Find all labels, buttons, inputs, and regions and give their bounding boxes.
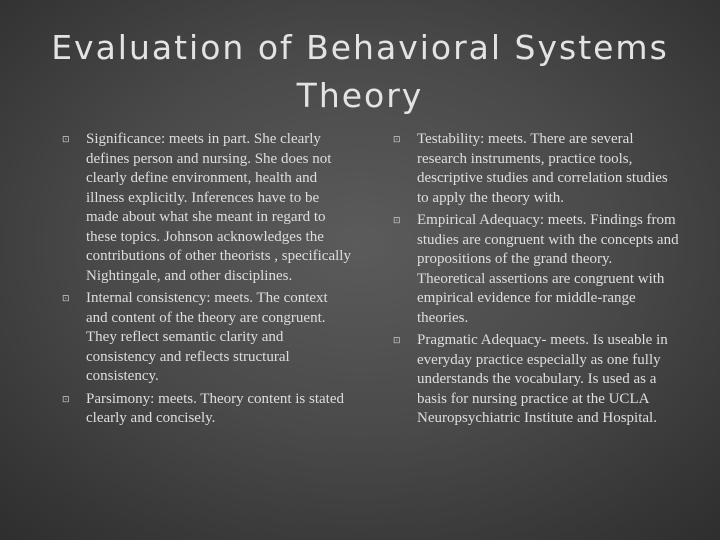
square-bullet-icon: ⊡ <box>62 135 70 145</box>
bullet-text: Internal consistency: meets. The context and content of the theory are congruent. They reflect semantic clarity and consistency and reflects structural consistency. <box>86 290 328 384</box>
square-bullet-icon: ⊡ <box>62 394 70 405</box>
bullet-text: Significance: meets in part. She clearly defines person and nursing. She does not clearly define environment, health and illness explicitly. Inferences have to be made about what she meant in regard to these topics. Johnson acknowledges the contributions of other theorists , specifically Nightingale, and other disciplines. <box>86 131 351 284</box>
square-bullet-icon: ⊡ <box>393 216 401 226</box>
bullet-text: Parsimony: meets. Theory content is stated clearly and concisely. <box>86 390 345 426</box>
square-bullet-icon: ⊡ <box>393 135 401 145</box>
list-item-internal-consistency <box>62 289 352 387</box>
list-item-testability <box>393 130 683 208</box>
list-item-pragmatic-adequacy <box>393 331 683 429</box>
bullet-text: Empirical Adequacy: meets. Findings from studies are congruent with the concepts and propositions of the grand theory. Theoretical assertions are congruent with empirical evidence for middle-range theories. <box>417 212 679 326</box>
bullet-text: Testability: meets. There are several research instruments, practice tools, descriptive studies and correlation studies to apply the theory with. <box>417 131 668 206</box>
slide-title: Evaluation of Behavioral Systems Theory <box>51 28 669 115</box>
list-item-empirical-adequacy <box>393 211 683 328</box>
square-bullet-icon: ⊡ <box>393 336 401 346</box>
list-item-significance <box>62 130 352 286</box>
right-column <box>393 130 683 432</box>
list-item-parsimony <box>62 390 352 429</box>
left-column <box>62 130 352 432</box>
square-bullet-icon: ⊡ <box>62 294 70 304</box>
bullet-text: Pragmatic Adequacy- meets. Is useable in everyday practice especially as one fully understands the vocabulary. Is used as a basis for nursing practice at the UCLA Neuropsychiatric Institute and Hospital. <box>417 332 668 426</box>
